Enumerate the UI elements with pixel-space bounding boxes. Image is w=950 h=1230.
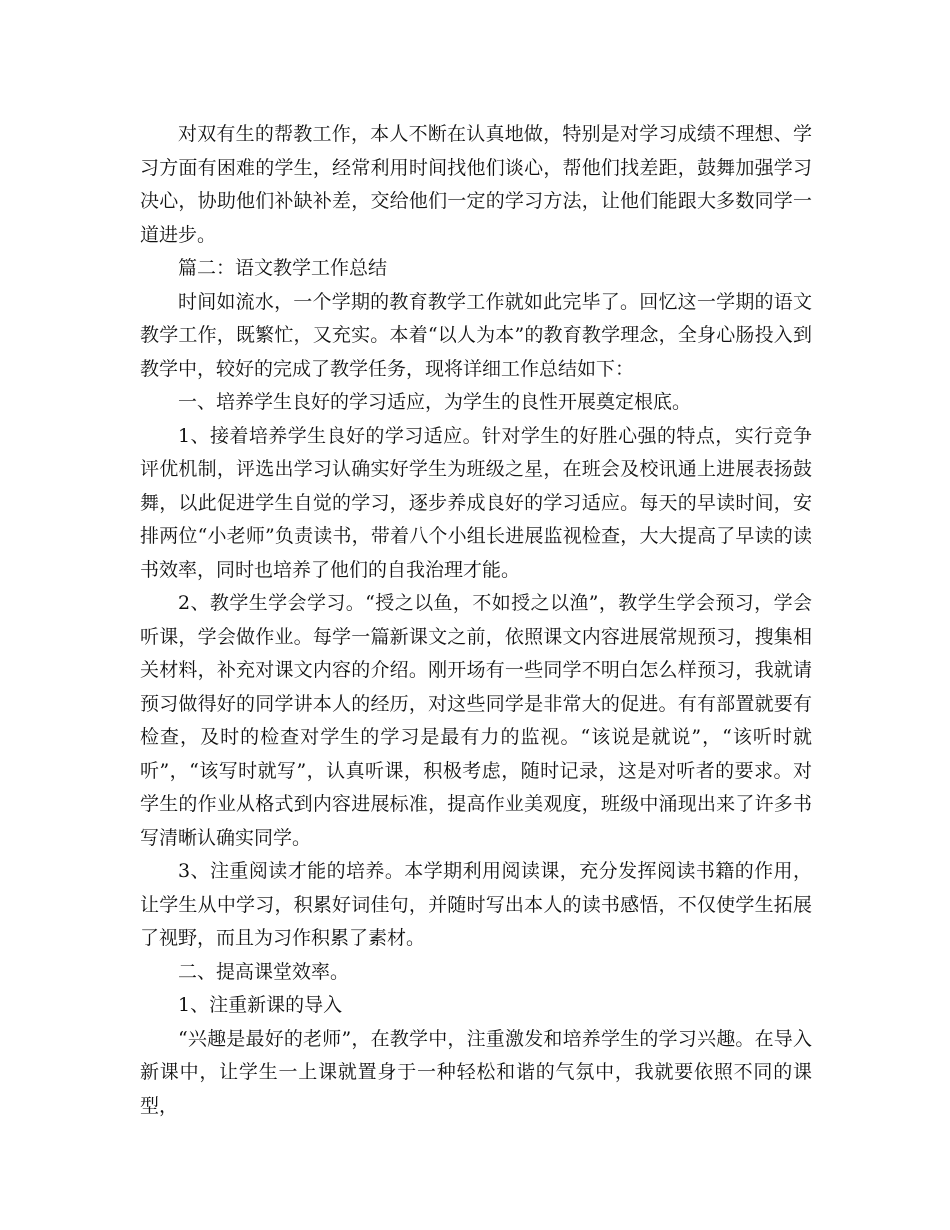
paragraph-interest: “兴趣是最好的老师”，在教学中，注重激发和培养学生的学习兴趣。在导入新课中，让学生一上课就置身于一种轻松和谐的气氛中，我就要依照不同的课型，	[140, 1027, 812, 1117]
subheading-new-lesson: 1、注重新课的导入	[178, 994, 343, 1016]
section-heading-part-two: 篇二：语文教学工作总结	[178, 257, 388, 279]
paragraph-item-2: 2、教学生学会学习。“授之以鱼，不如授之以渔”，教学生学会预习，学会听课，学会做作业。每学一篇新课文之前，依照课文内容进展常规预习，搜集相关材料，补充对课文内容的介绍。刚开场有一些同学不明白怎么样预习，我就请预习做得好的同学讲本人的经历，对这些同学是非常大的促进。有有部置就要有检查，及时的检查对学生的学习是最有力的监视。“该说是就说”，“该听时就听”，“该写时就写”，认真听课，积极考虑，随时记录，这是对听者的要求。对学生的作业从格式到内容进展标准，提高作业美观度，班级中涌现出来了许多书写清晰认确实同学。	[140, 592, 812, 849]
document-page	[140, 118, 812, 1123]
paragraph-item-1: 1、接着培养学生良好的学习适应。针对学生的好胜心强的特点，实行竞争评优机制，评选出学习认确实好学生为班级之星，在班会及校讯通上进展表扬鼓舞，以此促进学生自觉的学习，逐步养成良好的学习适应。每天的早读时间，安排两位“小老师”负责读书，带着八个小组长进展监视检查，大大提高了早读的读书效率，同时也培养了他们的自我治理才能。	[140, 424, 812, 581]
paragraph-1: 对双有生的帮教工作，本人不断在认真地做，特别是对学习成绩不理想、学习方面有困难的学生，经常利用时间找他们谈心，帮他们找差距，鼓舞加强学习决心，协助他们补缺补差，交给他们一定的学习方法，让他们能跟大多数同学一道进步。	[140, 123, 812, 246]
heading-section-two: 二、提高课堂效率。	[178, 960, 350, 983]
paragraph-item-3: 3、注重阅读才能的培养。本学期利用阅读课，充分发挥阅读书籍的作用，让学生从中学习，积累好词佳句，并随时写出本人的读书感悟，不仅使学生拓展了视野，而且为习作积累了素材。	[140, 860, 812, 949]
paragraph-intro: 时间如流水，一个学期的教育教学工作就如此完毕了。回忆这一学期的语文教学工作，既繁忙，又充实。本着“以人为本”的教育教学理念，全身心肠投入到教学中，较好的完成了教学任务，现将详细工作总结如下：	[140, 290, 812, 380]
heading-section-one: 一、培养学生良好的学习适应，为学生的良性开展奠定根底。	[178, 391, 692, 413]
